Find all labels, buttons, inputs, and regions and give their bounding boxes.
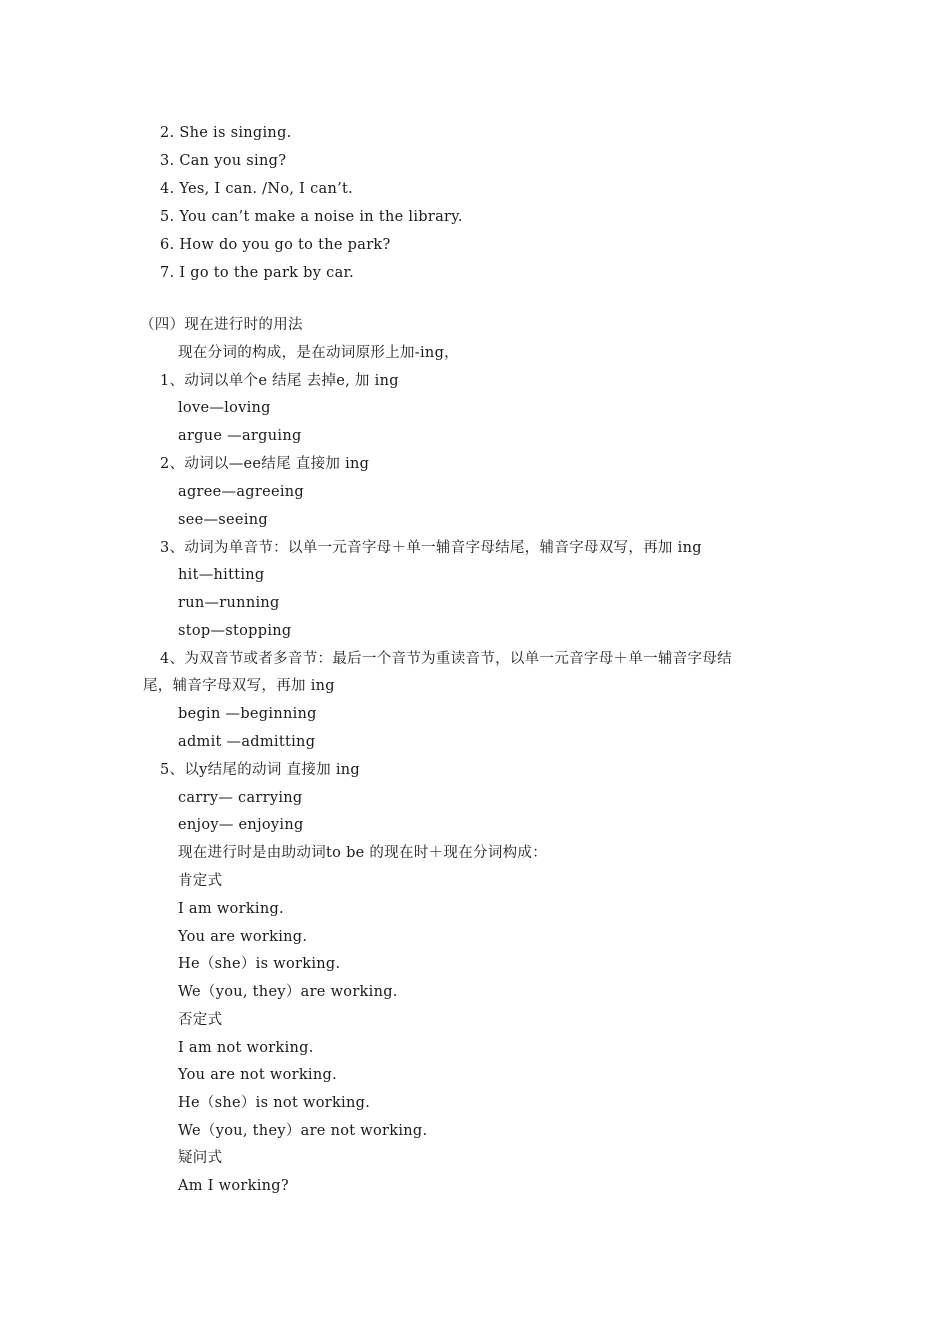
rule-heading: 3、动词为单音节：以单一元音字母＋单一辅音字母结尾，辅音字母双写，再加 ing: [160, 540, 702, 556]
example-item: begin —beginning: [178, 706, 317, 722]
sentence-item: 2. She is singing.: [160, 125, 292, 141]
negative-item: We（you, they）are not working.: [178, 1123, 428, 1139]
sentence-item: 7. I go to the park by car.: [160, 265, 355, 281]
sentence-item: 6. How do you go to the park?: [160, 237, 391, 253]
example-item: agree—agreeing: [178, 484, 304, 500]
affirmative-item: He（she）is working.: [178, 956, 341, 972]
rule-heading: 5、以y结尾的动词 直接加 ing: [160, 762, 360, 778]
example-item: stop—stopping: [178, 623, 292, 639]
affirmative-label: 肯定式: [178, 873, 223, 889]
affirmative-item: I am working.: [178, 901, 284, 917]
example-item: enjoy— enjoying: [178, 817, 304, 833]
example-item: run—running: [178, 595, 280, 611]
rule-heading: 1、动词以单个e 结尾 去掉e, 加 ing: [160, 373, 399, 389]
negative-item: You are not working.: [178, 1067, 337, 1083]
negative-label: 否定式: [178, 1012, 223, 1028]
affirmative-item: We（you, they）are working.: [178, 984, 398, 1000]
rule-heading: 2、动词以—ee结尾 直接加 ing: [160, 456, 370, 472]
rule-heading: 4、为双音节或者多音节：最后一个音节为重读音节，以单一元音字母＋单一辅音字母结: [160, 651, 732, 667]
negative-item: I am not working.: [178, 1040, 314, 1056]
intro-text: 现在分词的构成，是在动词原形上加-ing，: [178, 345, 459, 361]
sentence-item: 5. You can’t make a noise in the library.: [160, 209, 463, 225]
rule-heading-continued: 尾，辅音字母双写，再加 ing: [143, 678, 335, 694]
interrogative-label: 疑问式: [178, 1150, 223, 1166]
interrogative-item: Am I working?: [178, 1178, 289, 1194]
structure-note: 现在进行时是由助动词to be 的现在时＋现在分词构成：: [178, 845, 548, 861]
negative-item: He（she）is not working.: [178, 1095, 371, 1111]
example-item: hit—hitting: [178, 567, 265, 583]
affirmative-item: You are working.: [178, 929, 308, 945]
section-title: （四）现在进行时的用法: [140, 317, 303, 333]
sentence-item: 4. Yes, I can. /No, I can’t.: [160, 181, 354, 197]
example-item: admit —admitting: [178, 734, 316, 750]
example-item: carry— carrying: [178, 790, 303, 806]
example-item: see—seeing: [178, 512, 268, 528]
example-item: love—loving: [178, 400, 271, 416]
sentence-item: 3. Can you sing?: [160, 153, 287, 169]
example-item: argue —arguing: [178, 428, 302, 444]
